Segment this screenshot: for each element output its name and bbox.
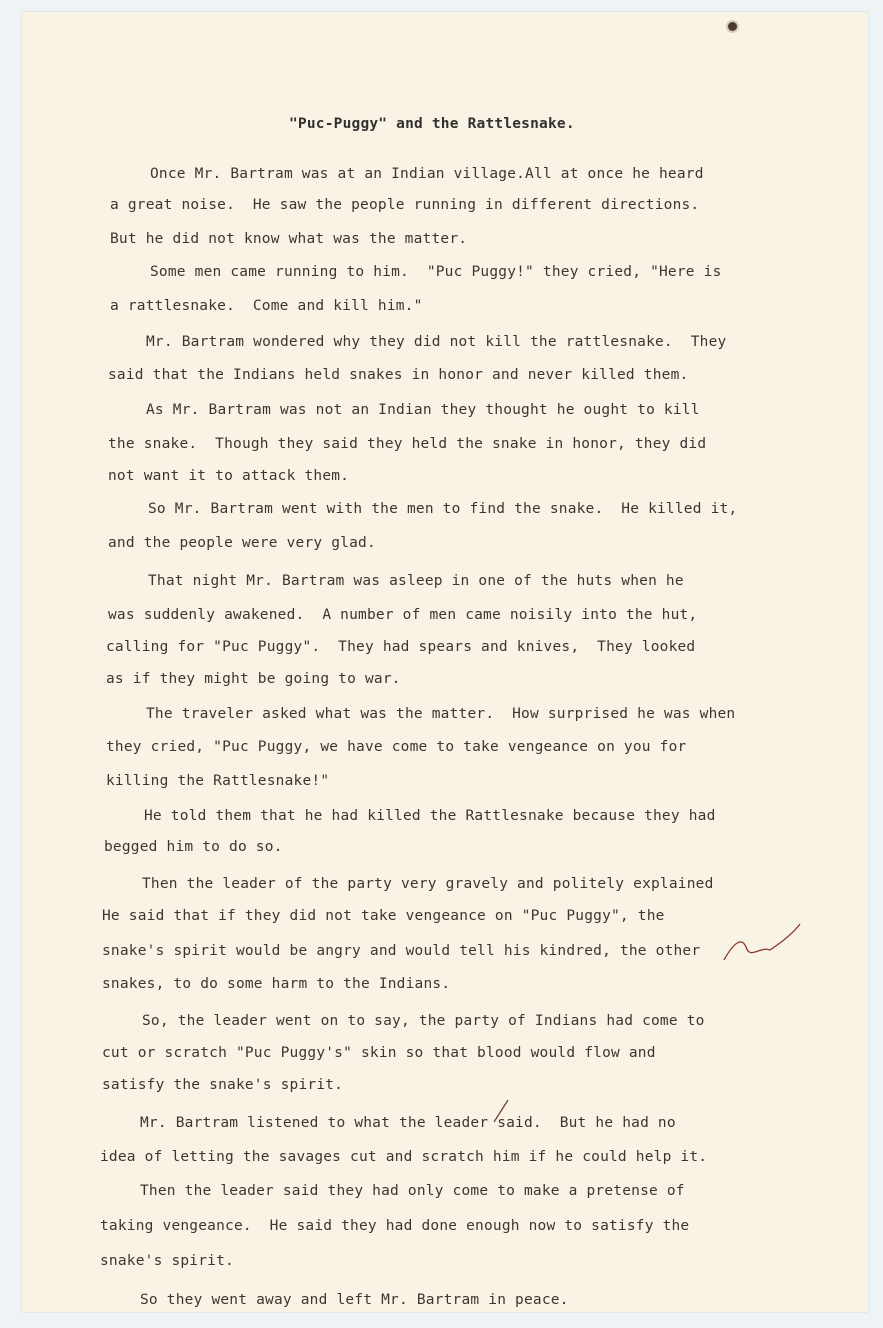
text-line: So Mr. Bartram went with the men to find the snake. He killed it, (148, 501, 738, 517)
text-line: killing the Rattlesnake!" (106, 773, 330, 789)
text-line: calling for "Puc Puggy". They had spears and knives, They looked (106, 639, 696, 655)
text-line: The traveler asked what was the matter. How surprised he was when (146, 706, 736, 722)
text-line: idea of letting the savages cut and scratch him if he could help it. (100, 1149, 708, 1165)
text-line: a rattlesnake. Come and kill him." (110, 298, 423, 314)
text-line: as if they might be going to war. (106, 671, 401, 687)
text-line: satisfy the snake's spirit. (102, 1077, 344, 1093)
text-line: Mr. Bartram listened to what the leader said. But he had no (140, 1115, 676, 1131)
text-line: cut or scratch "Puc Puggy's" skin so that blood would flow and (102, 1045, 656, 1061)
text-line: So, the leader went on to say, the party of Indians had come to (142, 1013, 705, 1029)
text-line: and the people were very glad. (108, 535, 376, 551)
document-page (22, 12, 868, 1312)
text-line: begged him to do so. (104, 839, 283, 855)
text-line: taking vengeance. He said they had done enough now to satisfy the (100, 1218, 690, 1234)
text-line: As Mr. Bartram was not an Indian they thought he ought to kill (146, 402, 700, 418)
text-line: snake's spirit. (100, 1253, 234, 1269)
text-line: Some men came running to him. "Puc Puggy!" they cried, "Here is (150, 264, 722, 280)
text-line: But he did not know what was the matter. (110, 231, 468, 247)
text-line: Once Mr. Bartram was at an Indian village.All at once he heard (150, 166, 704, 182)
text-line: said that the Indians held snakes in honor and never killed them. (108, 367, 689, 383)
text-line: the snake. Though they said they held the snake in honor, they did (108, 436, 707, 452)
text-line: was suddenly awakened. A number of men came noisily into the hut, (108, 607, 698, 623)
text-line: not want it to attack them. (108, 468, 350, 484)
text-line: He told them that he had killed the Rattlesnake because they had (144, 808, 716, 824)
text-line: He said that if they did not take vengeance on "Puc Puggy", the (102, 908, 665, 924)
text-line: snake's spirit would be angry and would tell his kindred, the other (102, 943, 701, 959)
text-line: they cried, "Puc Puggy, we have come to take vengeance on you for (106, 739, 687, 755)
typed-text-body (22, 12, 868, 1312)
text-line: snakes, to do some harm to the Indians. (102, 976, 451, 992)
text-line: Then the leader of the party very gravely and politely explained (142, 876, 714, 892)
text-line: Then the leader said they had only come to make a pretense of (140, 1183, 685, 1199)
text-line: Mr. Bartram wondered why they did not kill the rattlesnake. They (146, 334, 727, 350)
text-line: That night Mr. Bartram was asleep in one of the huts when he (148, 573, 684, 589)
text-line: So they went away and left Mr. Bartram in peace. (140, 1292, 569, 1308)
page-title: "Puc-Puggy" and the Rattlesnake. (289, 116, 575, 132)
text-line: a great noise. He saw the people running in different directions. (110, 197, 700, 213)
